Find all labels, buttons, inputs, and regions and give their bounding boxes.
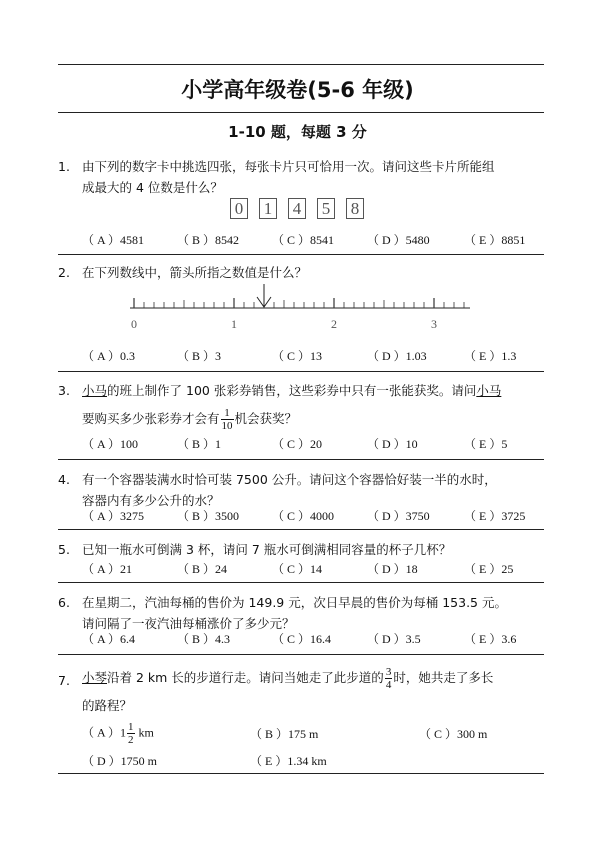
fraction-denominator: 4	[385, 679, 392, 691]
q7-option-a[interactable]	[82, 721, 154, 746]
q6-option-b[interactable]: （ B ）4.3	[177, 632, 231, 646]
student-name: 小马	[82, 383, 108, 398]
q1-option-e[interactable]: （ E ）8851	[464, 233, 526, 247]
tick-label: 3	[431, 317, 437, 331]
q7-number: 7.	[58, 673, 70, 688]
q3-number: 3.	[58, 383, 70, 398]
digit-card: 8	[346, 198, 364, 219]
fraction-denominator: 10	[221, 420, 233, 432]
q5-number: 5.	[58, 542, 70, 557]
q7-option-c[interactable]: （ C ）300 m	[419, 727, 488, 741]
q7-line1-text: 沿着 2 km 长的步道行走。请问当她走了此步道的	[107, 670, 384, 685]
q1-option-a[interactable]: （ A ）4581	[82, 233, 145, 247]
digit-card: 5	[317, 198, 335, 219]
tick-label: 1	[231, 317, 237, 331]
separator	[58, 459, 544, 460]
q4-option-d[interactable]: （ D ）3750	[367, 509, 430, 523]
fraction	[221, 407, 234, 432]
q5-option-a[interactable]: （ A ）21	[82, 562, 133, 576]
q6-line2: 请问隔了一夜汽油每桶涨价了多少元？	[82, 616, 295, 631]
number-line	[118, 282, 473, 340]
q7-option-d[interactable]: （ D ）1750 m	[82, 754, 158, 768]
top-rule	[58, 64, 544, 65]
q5-option-c[interactable]: （ C ）14	[272, 562, 323, 576]
q4-option-a[interactable]: （ A ）3275	[82, 509, 145, 523]
separator	[58, 371, 544, 372]
q2-option-b[interactable]: （ B ）3	[177, 349, 222, 363]
q7-line1	[82, 666, 544, 691]
q1-option-b[interactable]: （ B ）8542	[177, 233, 240, 247]
q3-option-b[interactable]: （ B ）1	[177, 437, 222, 451]
fraction-numerator: 1	[221, 407, 234, 420]
q6-option-d[interactable]: （ D ）3.5	[367, 632, 421, 646]
student-name: 小马	[476, 383, 502, 398]
student-name: 小琴	[82, 670, 108, 685]
bottom-rule	[58, 773, 544, 774]
q3-line1-text: 的班上制作了 100 张彩券销售，这些彩券中只有一张能获奖。请问	[107, 383, 477, 398]
q2-number: 2.	[58, 265, 70, 280]
q7-text	[82, 666, 544, 716]
q4-option-c[interactable]: （ C ）4000	[272, 509, 335, 523]
q2-option-a[interactable]: （ A ）0.3	[82, 349, 136, 363]
q7-option-b[interactable]: （ B ）175 m	[250, 727, 319, 741]
q7-line1-post: 时，她共走了多长	[393, 670, 494, 685]
q3-option-a[interactable]: （ A ）100	[82, 437, 139, 451]
q6-option-c[interactable]: （ C ）16.4	[272, 632, 332, 646]
digit-card: 1	[259, 198, 277, 219]
fraction	[385, 666, 393, 691]
q4-option-b[interactable]: （ B ）3500	[177, 509, 240, 523]
q4-line1: 有一个容器装满水时恰可装 7500 公升。请问这个容器恰好装一半的水时，	[82, 472, 497, 487]
separator	[58, 654, 544, 655]
q4-text	[82, 469, 544, 511]
q2-text: 在下列数线中，箭头所指之数值是什么？	[82, 265, 308, 280]
q1-line2: 成最大的 4 位数是什么？	[82, 180, 223, 195]
title-rule	[58, 112, 544, 113]
q4-number: 4.	[58, 472, 70, 487]
fraction-numerator: 1	[128, 721, 134, 733]
q1-option-d[interactable]: （ D ）5480	[367, 233, 430, 247]
q3-option-d[interactable]: （ D ）10	[367, 437, 418, 451]
q2-option-e[interactable]: （ E ）1.3	[464, 349, 517, 363]
fraction-denominator: 2	[128, 734, 134, 746]
q6-option-a[interactable]: （ A ）6.4	[82, 632, 136, 646]
q3-line2-post: 机会获奖？	[234, 411, 298, 426]
q3-line2	[82, 407, 544, 432]
q2-option-c[interactable]: （ C ）13	[272, 349, 323, 363]
q7-option-a-unit: km	[135, 725, 154, 740]
q7-option-e[interactable]: （ E ）1.34 km	[250, 754, 327, 768]
q3-line2-pre: 要购买多少张彩券才会有	[82, 411, 220, 426]
q1-number: 1.	[58, 159, 70, 174]
fraction-numerator: 3	[385, 666, 392, 678]
separator	[58, 529, 544, 530]
mixed-fraction	[127, 721, 135, 746]
q3-line1	[82, 380, 544, 401]
q1-line1: 由下列的数字卡中挑选四张，每张卡片只可恰用一次。请问这些卡片所能组	[82, 159, 495, 174]
q3-option-c[interactable]: （ C ）20	[272, 437, 323, 451]
q2-option-d[interactable]: （ D ）1.03	[367, 349, 427, 363]
q1-text	[82, 156, 544, 198]
q4-option-e[interactable]: （ E ）3725	[464, 509, 526, 523]
digit-card: 4	[288, 198, 306, 219]
tick-label: 2	[331, 317, 337, 331]
q4-line2: 容器内有多少公升的水？	[82, 493, 220, 508]
q3-option-e[interactable]: （ E ）5	[464, 437, 508, 451]
q6-text	[82, 592, 544, 634]
section-subtitle: 1-10 题，每题 3 分	[228, 123, 367, 141]
page-title: 小学高年级卷(5-6 年级)	[181, 78, 414, 102]
tick-label: 0	[131, 317, 137, 331]
q6-line1: 在星期二，汽油每桶的售价为 149.9 元，次日早晨的售价为每桶 153.5 元。	[82, 595, 507, 610]
q7-option-a-label: （ A ）1	[82, 725, 127, 740]
separator	[58, 254, 544, 255]
separator	[58, 582, 544, 583]
q3-text	[82, 380, 544, 432]
digit-card: 0	[230, 198, 248, 219]
q5-option-d[interactable]: （ D ）18	[367, 562, 418, 576]
q1-option-c[interactable]: （ C ）8541	[272, 233, 335, 247]
q6-option-e[interactable]: （ E ）3.6	[464, 632, 517, 646]
q6-number: 6.	[58, 595, 70, 610]
q5-text: 已知一瓶水可倒满 3 杯，请问 7 瓶水可倒满相同容量的杯子几杯？	[82, 542, 452, 557]
q5-option-e[interactable]: （ E ）25	[464, 562, 514, 576]
q5-option-b[interactable]: （ B ）24	[177, 562, 228, 576]
q7-line2: 的路程？	[82, 698, 133, 713]
